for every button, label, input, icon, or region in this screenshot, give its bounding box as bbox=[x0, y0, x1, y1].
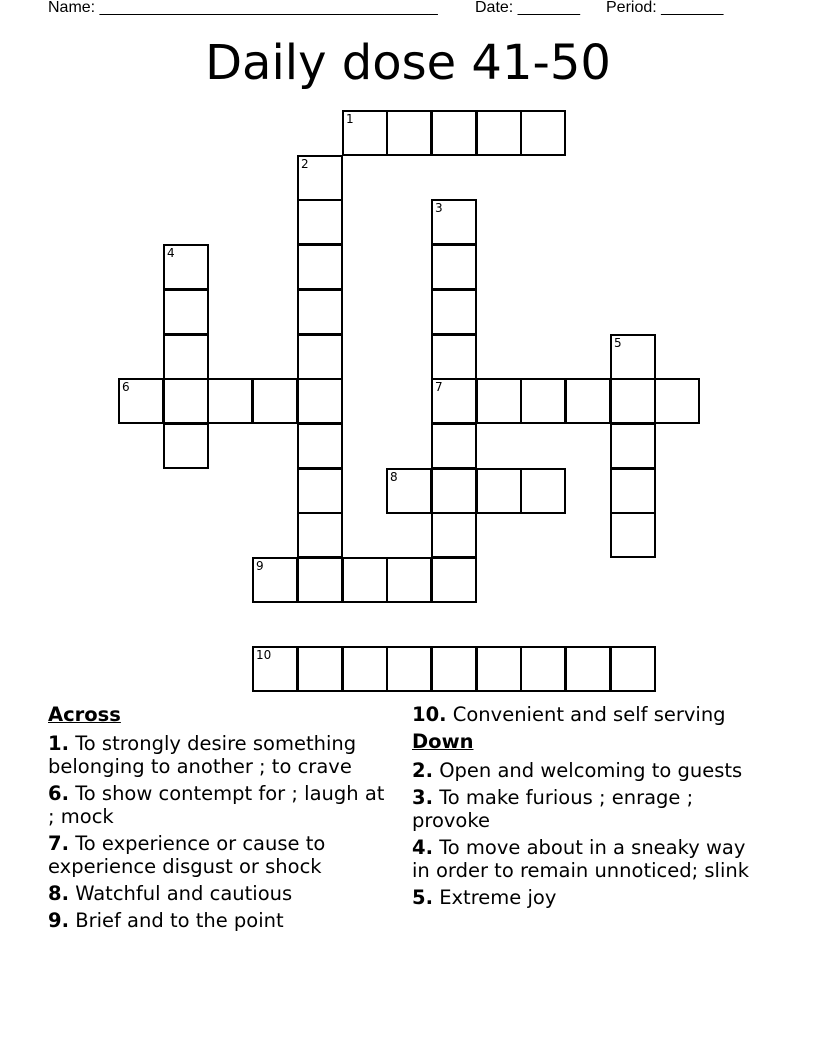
period-field[interactable]: Period: _______ bbox=[606, 0, 724, 16]
crossword-cell[interactable] bbox=[431, 289, 477, 335]
crossword-cell[interactable] bbox=[386, 557, 432, 603]
crossword-cell[interactable] bbox=[476, 468, 522, 514]
crossword-cell[interactable] bbox=[610, 334, 656, 380]
crossword-cell[interactable] bbox=[520, 378, 566, 424]
crossword-cell[interactable] bbox=[342, 557, 388, 603]
page-title: Daily dose 41-50 bbox=[205, 35, 611, 91]
crossword-cell[interactable] bbox=[297, 199, 343, 245]
crossword-cell[interactable] bbox=[386, 646, 432, 692]
crossword-cell[interactable] bbox=[252, 557, 298, 603]
clue-number: 4 bbox=[167, 246, 175, 260]
clue-number: 7 bbox=[435, 380, 443, 394]
clue-number: 5 bbox=[614, 336, 622, 350]
crossword-cell[interactable] bbox=[163, 334, 209, 380]
crossword-cell[interactable] bbox=[297, 557, 343, 603]
crossword-cell[interactable] bbox=[431, 378, 477, 424]
crossword-cell[interactable] bbox=[476, 646, 522, 692]
clue-number: 6 bbox=[122, 380, 130, 394]
name-field[interactable]: Name: ______________________________________ bbox=[48, 0, 438, 16]
clue-down-2: 2. Open and welcoming to guests bbox=[412, 759, 743, 782]
crossword-cell[interactable] bbox=[297, 646, 343, 692]
clue-number: 2 bbox=[301, 157, 309, 171]
crossword-cell[interactable] bbox=[654, 378, 700, 424]
crossword-cell[interactable] bbox=[431, 423, 477, 469]
crossword-cell[interactable] bbox=[520, 646, 566, 692]
crossword-cell[interactable] bbox=[431, 646, 477, 692]
clue-across-8: 8. Watchful and cautious bbox=[48, 882, 293, 905]
crossword-cell[interactable] bbox=[342, 646, 388, 692]
clue-number: 1 bbox=[346, 112, 354, 126]
clue-number: 3 bbox=[435, 201, 443, 215]
crossword-cell[interactable] bbox=[431, 244, 477, 290]
crossword-cell[interactable] bbox=[297, 244, 343, 290]
clue-down-5: 5. Extreme joy bbox=[412, 886, 557, 909]
crossword-cell[interactable] bbox=[431, 334, 477, 380]
clues-right-column bbox=[412, 703, 757, 913]
crossword-cell[interactable] bbox=[431, 199, 477, 245]
crossword-cell[interactable] bbox=[252, 646, 298, 692]
crossword-cell[interactable] bbox=[297, 289, 343, 335]
crossword-cell[interactable] bbox=[297, 468, 343, 514]
crossword-cell[interactable] bbox=[297, 512, 343, 558]
crossword-cell[interactable] bbox=[342, 110, 388, 156]
crossword-cell[interactable] bbox=[476, 378, 522, 424]
crossword-cell[interactable] bbox=[297, 423, 343, 469]
crossword-cell[interactable] bbox=[610, 468, 656, 514]
crossword-cell[interactable] bbox=[431, 468, 477, 514]
clue-across-9: 9. Brief and to the point bbox=[48, 909, 284, 932]
clue-across-7: 7. To experience or cause to experience disgust or shock bbox=[48, 832, 326, 878]
crossword-cell[interactable] bbox=[252, 378, 298, 424]
clue-number: 8 bbox=[390, 470, 398, 484]
crossword-cell[interactable] bbox=[207, 378, 253, 424]
crossword-cell[interactable] bbox=[163, 378, 209, 424]
across-heading: Across bbox=[48, 703, 121, 726]
clue-across-6: 6. To show contempt for ; laugh at ; mock bbox=[48, 782, 385, 828]
crossword-cell[interactable] bbox=[163, 423, 209, 469]
clue-down-4: 4. To move about in a sneaky way in order to remain unnoticed; slink bbox=[412, 836, 750, 882]
clue-number: 10 bbox=[256, 648, 272, 662]
clue-across-1: 1. To strongly desire something belonging to another ; to crave bbox=[48, 732, 357, 778]
crossword-cell[interactable] bbox=[431, 512, 477, 558]
crossword-cell[interactable] bbox=[610, 423, 656, 469]
crossword-cell[interactable] bbox=[520, 468, 566, 514]
clues-left-column bbox=[48, 703, 388, 936]
crossword-cell[interactable] bbox=[610, 646, 656, 692]
crossword-cell[interactable] bbox=[476, 110, 522, 156]
down-heading: Down bbox=[412, 730, 474, 753]
crossword-cell[interactable] bbox=[386, 468, 432, 514]
crossword-cell[interactable] bbox=[386, 110, 432, 156]
crossword-cell[interactable] bbox=[565, 378, 611, 424]
clue-number: 9 bbox=[256, 559, 264, 573]
crossword-cell[interactable] bbox=[163, 244, 209, 290]
crossword-cell[interactable] bbox=[565, 646, 611, 692]
crossword-cell[interactable] bbox=[118, 378, 164, 424]
crossword-cell[interactable] bbox=[163, 289, 209, 335]
crossword-cell[interactable] bbox=[431, 110, 477, 156]
date-field[interactable]: Date: _______ bbox=[475, 0, 580, 16]
crossword-cell[interactable] bbox=[297, 378, 343, 424]
clue-down-3: 3. To make furious ; enrage ; provoke bbox=[412, 786, 694, 832]
crossword-cell[interactable] bbox=[297, 155, 343, 201]
crossword-cell[interactable] bbox=[520, 110, 566, 156]
clue-across-10: 10. Convenient and self serving bbox=[412, 703, 726, 726]
crossword-cell[interactable] bbox=[431, 557, 477, 603]
crossword-cell[interactable] bbox=[297, 334, 343, 380]
crossword-cell[interactable] bbox=[610, 378, 656, 424]
crossword-cell[interactable] bbox=[610, 512, 656, 558]
